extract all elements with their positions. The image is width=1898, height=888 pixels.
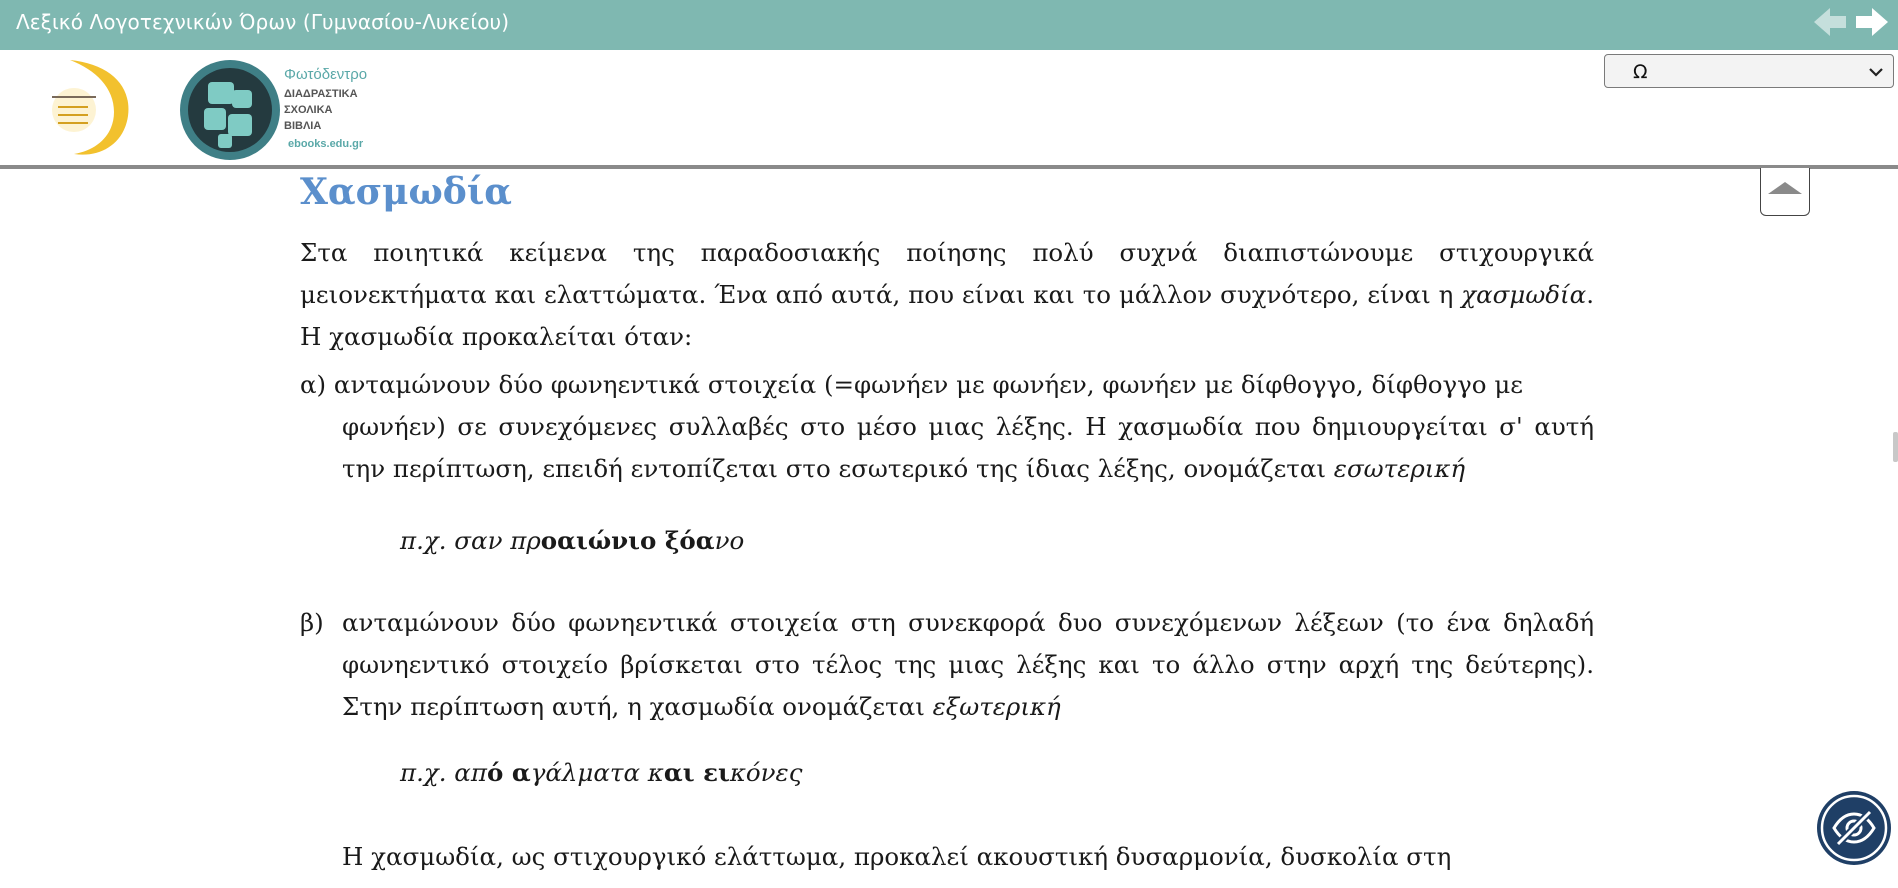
list-item-b	[300, 602, 1594, 728]
accessibility-button[interactable]	[1816, 790, 1892, 866]
forward-button[interactable]	[1854, 4, 1890, 40]
example-b-part3: κόνες	[729, 758, 803, 787]
intro-term: χασμωδία	[1461, 280, 1587, 309]
intro-after: . Η χασμωδία προκαλείται όταν:	[300, 280, 1594, 351]
item-a-continuation	[300, 406, 1594, 490]
example-a	[300, 520, 1594, 562]
example-a-prefix: π.χ. σαν πρ	[400, 526, 541, 555]
ministry-logo	[40, 56, 134, 160]
scrollbar-thumb[interactable]	[1893, 432, 1898, 462]
scroll-to-top-button[interactable]	[1760, 168, 1810, 216]
closing-paragraph: Η χασμωδία, ως στιχουργικό ελάττωμα, προκαλεί ακουστική δυσαρμονία, δυσκολία στη	[342, 842, 1452, 871]
photodentro-line3: ΒΙΒΛΙΑ	[284, 120, 322, 132]
ministry-of-education-logo	[40, 56, 134, 160]
item-a-first-line: ανταμώνουν δύο φωνηεντικά στοιχεία (=φωνήεν με φωνήεν, φωνήεν με δίφθογγο, δίφθογγο με	[326, 370, 1523, 399]
example-a-suffix: νο	[714, 526, 745, 555]
photodentro-name: Φωτόδεντρο	[284, 66, 368, 83]
example-b-bold1: ό α	[486, 758, 531, 787]
arrow-left-icon	[1812, 4, 1848, 40]
item-b-text: ανταμώνουν δύο φωνηεντικά στοιχεία στη συνεκφορά δυο συνεχόμενων λέξεων (το ένα δηλαδή φωνηεντικό στοιχείο βρίσκεται στο τέλος της μιας λέξης και το άλλο στην αρχή της δεύτερης). Στην περίπτωση αυτή, η χασμωδία ονομάζεται	[342, 608, 1594, 721]
item-b-term: εξωτερική	[932, 692, 1061, 721]
title-bar	[0, 0, 1898, 50]
eye-slash-icon	[1816, 790, 1892, 866]
letter-select[interactable]	[1604, 54, 1894, 88]
item-a-rest: φωνήεν) σε συνεχόμενες συλλαβές στο μέσο μιας λέξης. Η χασμωδία που δημιουργείται σ' αυτή την περίπτωση, επειδή εντοπίζεται στο εσωτερικό της ίδιας λέξης, ονομάζεται	[342, 412, 1594, 483]
caret-up-icon	[1768, 182, 1802, 196]
header	[0, 50, 1898, 169]
photodentro-logo	[178, 54, 408, 164]
example-b-bold2: αι ει	[663, 758, 730, 787]
arrow-right-icon	[1854, 4, 1890, 40]
item-a-marker: α)	[300, 370, 327, 399]
term-title: Χασμωδία	[300, 171, 512, 213]
item-a-term: εσωτερική	[1333, 454, 1466, 483]
intro-text: Στα ποιητικά κείμενα της παραδοσιακής ποίησης πολύ συχνά διαπιστώνουμε στιχουργικά μειονεκτήματα και ελαττώματα. Ένα από αυτά, που είναι και το μάλλον συχνότερο, είναι η	[300, 238, 1594, 309]
photodentro-line2: ΣΧΟΛΙΚΑ	[284, 104, 333, 116]
letter-select-value: Ω	[1633, 61, 1648, 83]
example-a-bold: οαιώνιο ξόα	[540, 526, 715, 555]
item-b-marker: β)	[300, 608, 324, 637]
example-b	[300, 752, 1594, 794]
photodentro-line1: ΔΙΑΔΡΑΣΤΙΚΑ	[284, 88, 358, 100]
list-item-a	[300, 364, 1594, 490]
example-b-part2: γάλματα κ	[530, 758, 664, 787]
entry-content	[300, 168, 1594, 878]
app-title: Λεξικό Λογοτεχνικών Όρων (Γυμνασίου-Λυκείου)	[16, 10, 510, 34]
intro-paragraph	[300, 232, 1594, 358]
back-button[interactable]	[1812, 4, 1848, 40]
photodentro-url: ebooks.edu.gr	[288, 138, 364, 150]
chevron-down-icon	[1867, 63, 1885, 81]
example-b-part1: π.χ. απ	[400, 758, 487, 787]
